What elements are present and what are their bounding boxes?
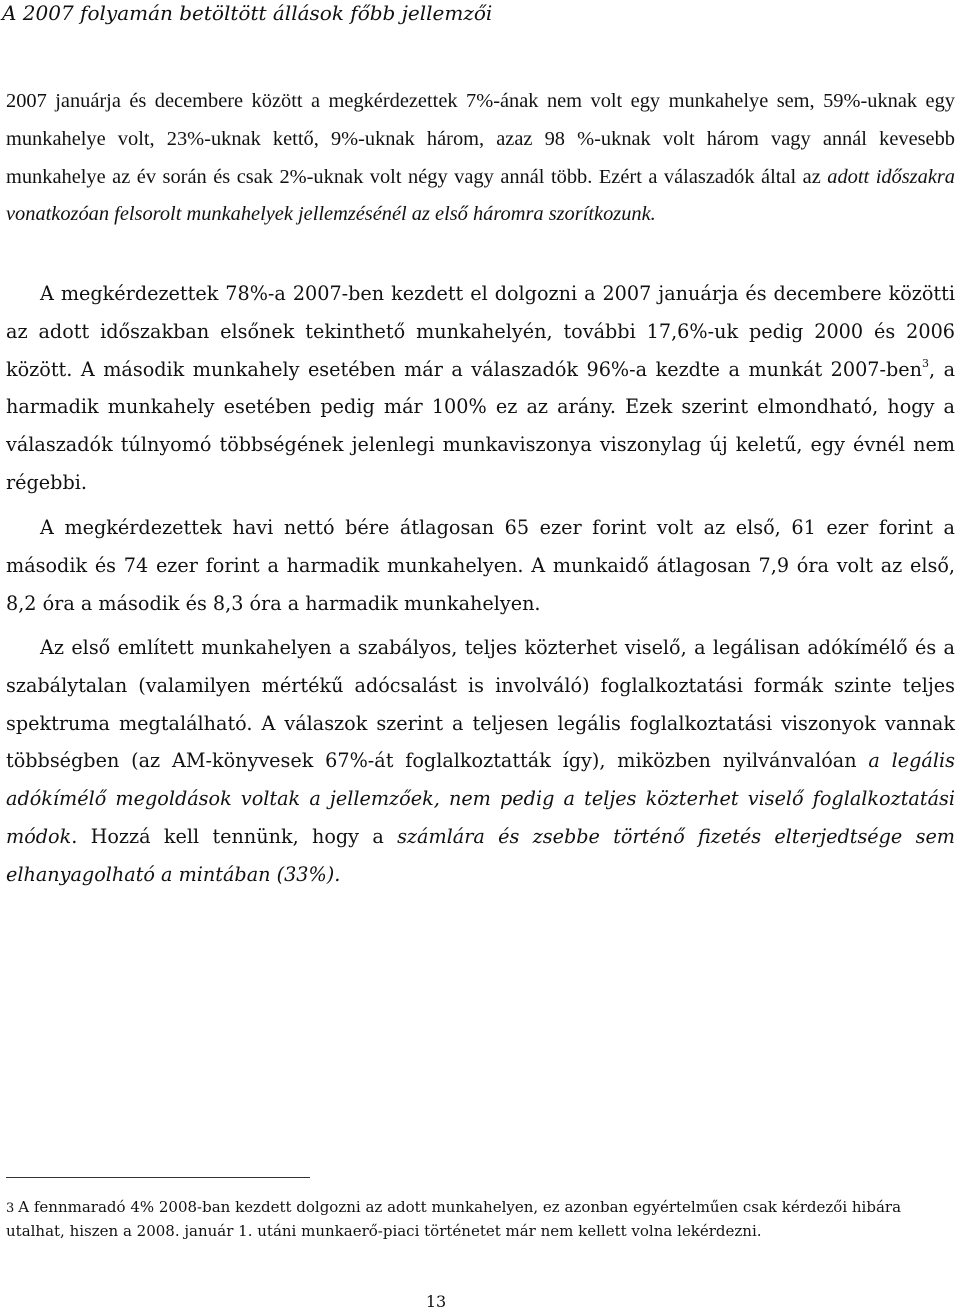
emphasis-text: számlára és zsebbe történő fizetés elterjedtsége sem elhanyagolható a mintában (33%). — [6, 824, 955, 886]
paragraph-employment-forms — [6, 629, 955, 894]
paragraph-job-counts — [6, 83, 955, 234]
footnote — [6, 1196, 955, 1243]
paragraph-text: A megkérdezettek havi nettó bére átlagosan 65 ezer forint volt az első, 61 ezer forint a második és 74 ezer forint a harmadik munkahelyen. A munkaidő átlagosan 7,9 óra volt az első, 8,2 óra a második és 8,3 óra a harmadik munkahelyen. — [6, 516, 955, 615]
emphasis-text: adott időszakra vonatkozóan felsorolt munkahelyek jellemzésénél az első háromra szorítkozunk. — [6, 165, 955, 226]
paragraph-text: . Hozzá kell tennünk, hogy a — [71, 824, 398, 848]
footnote-text: A fennmaradó 4% 2008-ban kezdett dolgozni az adott munkahelyen, ez azonban egyértelműen csak kérdezői hibára utalhat, hiszen a 2008. január 1. utáni munkaerő-piaci történetet már nem kellett volna lekérdezni. — [6, 1198, 902, 1240]
footnote-reference[interactable]: 3 — [921, 356, 929, 370]
paragraph-text: , a harmadik munkahely esetében pedig már 100% ez az arány. Ezek szerint elmondható, hogy a válaszadók túlnyomó többségének jelenlegi munkaviszonya viszonylag új keletű, egy évnél nem régebbi. — [6, 357, 956, 494]
paragraph-text: Az első említett munkahelyen a szabályos, teljes közterhet viselő, a legálisan adókímélő és a szabálytalan (valamilyen mértékű adócsalást is involváló) foglalkoztatási formák szinte teljes spektruma megtalálható. A válaszok szerint a teljesen legális foglalkoztatási viszonyok vannak többségben (az AM-könyvesek 67%-át foglalkoztatták így), miközben nyilvánvalóan — [6, 636, 955, 773]
emphasis-text: a legális adókímélő megoldások voltak a jellemzőek, nem pedig a teljes közterhet viselő foglalkoztatási módok — [6, 749, 955, 848]
footnote-divider — [6, 1177, 310, 1178]
section-heading: A 2007 folyamán betöltött állások főbb jellemzői — [2, 1, 493, 25]
paragraph-text: 2007 januárja és decembere között a megkérdezettek 7%-ának nem volt egy munkahelye sem, 59%-uknak egy munkahelye volt, 23%-uknak kettő, 9%-uknak három, azaz 98 %-uknak volt három vagy annál kevesebb munkahelye az év során és csak 2%-uknak volt négy vagy annál több. Ezért a válaszadók által az — [6, 90, 955, 188]
footnote-number: 3 — [6, 1201, 15, 1216]
paragraph-wages-hours — [6, 509, 955, 622]
paragraph-job-start — [6, 275, 955, 502]
paragraph-text: A megkérdezettek 78%-a 2007-ben kezdett el dolgozni a 2007 januárja és decembere közötti az adott időszakban elsőnek tekinthető munkahelyén, további 17,6%-uk pedig 2000 és 2006 között. A második munkahely esetében már a válaszadók 96%-a kezdte a munkát 2007-ben — [6, 282, 955, 381]
page-number: 13 — [425, 1292, 447, 1311]
